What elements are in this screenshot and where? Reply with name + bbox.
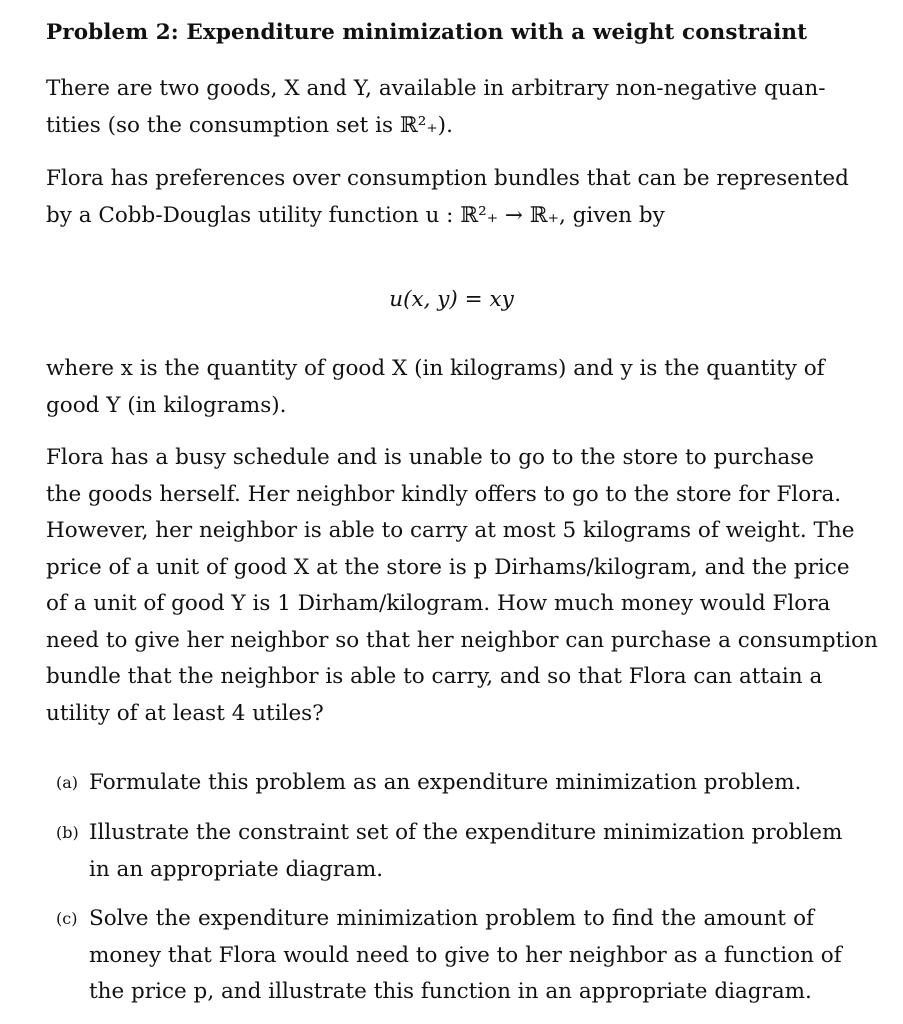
paragraph-scenario-line-8: utility of at least 4 utiles? bbox=[46, 700, 324, 726]
part-a-line-1: Formulate this problem as an expenditure minimization problem. bbox=[89, 770, 802, 795]
paragraph-goods-line-1: There are two goods, X and Y, available in arbitrary non-negative quan- bbox=[46, 76, 826, 101]
part-c-text bbox=[89, 901, 842, 1011]
paragraph-quantities-line-2: good Y (in kilograms). bbox=[46, 392, 287, 418]
part-b-line-2: in an appropriate diagram. bbox=[89, 856, 384, 882]
part-c-line-1: Solve the expenditure minimization problem to find the amount of bbox=[89, 906, 814, 931]
paragraph-preferences-line-1: Flora has preferences over consumption bundles that can be represented bbox=[46, 166, 849, 191]
paragraph-scenario-line-5: of a unit of good Y is 1 Dirham/kilogram. How much money would Flora bbox=[46, 591, 831, 616]
paragraph-scenario-line-4: price of a unit of good X at the store is p Dirhams/kilogram, and the price bbox=[46, 554, 850, 580]
paragraph-goods bbox=[46, 71, 826, 144]
paragraph-scenario-line-2: the goods herself. Her neighbor kindly offers to go to the store for Flora. bbox=[46, 481, 842, 507]
part-b-line-1: Illustrate the constraint set of the expenditure minimization problem bbox=[89, 820, 843, 845]
part-c-label: (c) bbox=[56, 909, 78, 928]
utility-equation: u(x, y) = xy bbox=[389, 287, 514, 312]
paragraph-goods-line-2: tities (so the consumption set is ℝ²₊). bbox=[46, 112, 453, 138]
part-c-line-2: money that Flora would need to give to her neighbor as a function of bbox=[89, 942, 842, 968]
paragraph-preferences bbox=[46, 161, 849, 234]
paragraph-quantities bbox=[46, 351, 825, 424]
paragraph-preferences-line-2: by a Cobb-Douglas utility function u : ℝ²₊ → ℝ₊, given by bbox=[46, 202, 665, 228]
part-b-label: (b) bbox=[56, 823, 79, 842]
part-a-label: (a) bbox=[56, 773, 79, 792]
paragraph-scenario-line-3: However, her neighbor is able to carry at most 5 kilograms of weight. The bbox=[46, 518, 855, 543]
paragraph-scenario-line-6: need to give her neighbor so that her neighbor can purchase a consumption bbox=[46, 627, 878, 653]
problem-title: Problem 2: Expenditure minimization with a weight constraint bbox=[46, 20, 808, 45]
part-b-text bbox=[89, 815, 843, 888]
paragraph-scenario bbox=[46, 440, 878, 732]
paragraph-scenario-line-7: bundle that the neighbor is able to carry, and so that Flora can attain a bbox=[46, 664, 823, 689]
part-c-line-3: the price p, and illustrate this function in an appropriate diagram. bbox=[89, 979, 812, 1004]
paragraph-scenario-line-1: Flora has a busy schedule and is unable to go to the store to purchase bbox=[46, 445, 814, 470]
part-a-text bbox=[89, 765, 814, 802]
paragraph-quantities-line-1: where x is the quantity of good X (in kilograms) and y is the quantity of bbox=[46, 356, 825, 381]
